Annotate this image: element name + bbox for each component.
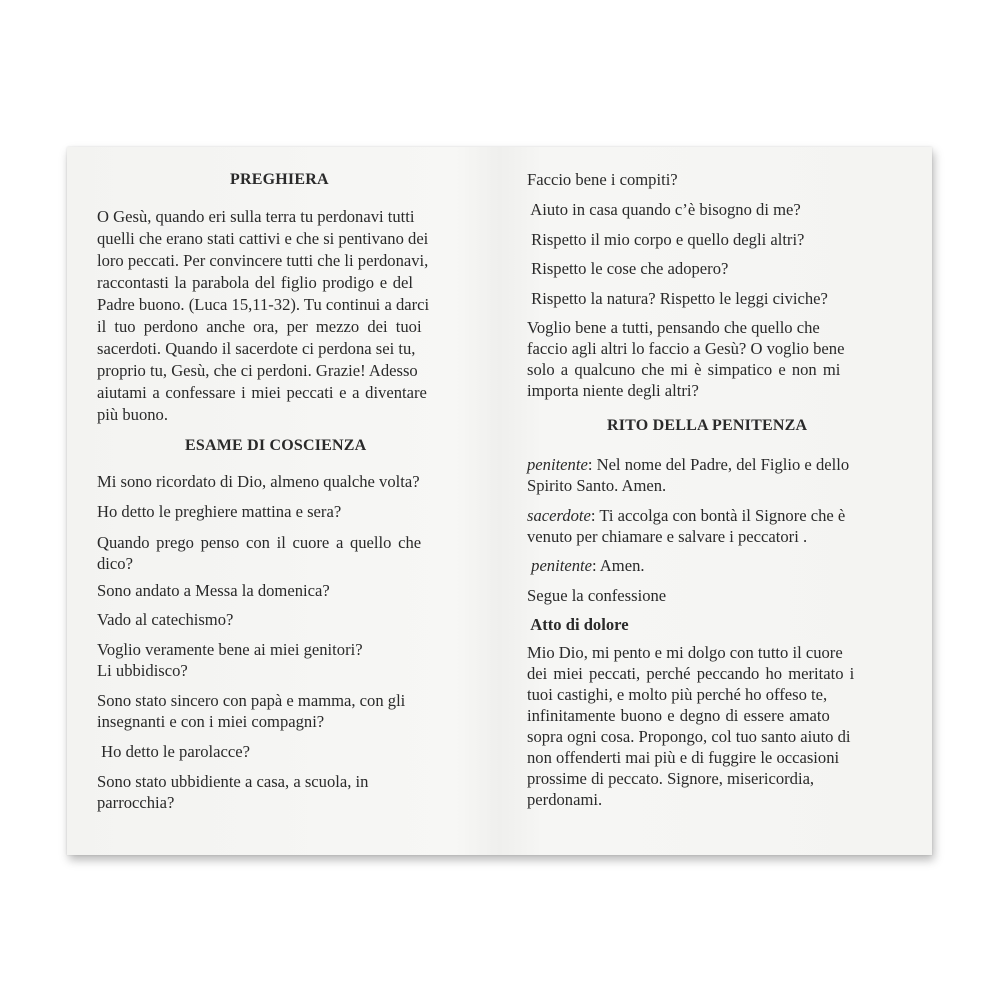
question-item: Sono stato sincero con papà e mamma, con gli: [97, 691, 406, 710]
question-item: dico?: [97, 554, 133, 573]
sacerdote-line-2: venuto per chiamare e salvare i peccatori .: [527, 527, 808, 546]
question-item: Aiuto in casa quando c’è bisogno di me?: [527, 200, 801, 219]
atto-line: prossime di peccato. Signore, misericordia,: [527, 769, 815, 788]
preghiera-line: sacerdoti. Quando il sacerdote ci perdona sei tu,: [97, 339, 416, 358]
sacerdote-text: : Ti accolga con bontà il Signore che è: [590, 506, 846, 525]
preghiera-line: il tuo perdono anche ora, per mezzo dei tuoi: [97, 317, 422, 336]
question-item: Mi sono ricordato di Dio, almeno qualche volta?: [97, 472, 420, 491]
right-page: [527, 147, 917, 855]
preghiera-line: aiutami a confessare i miei peccati e a diventare: [97, 383, 427, 402]
question-item: Rispetto il mio corpo e quello degli altri?: [527, 230, 805, 249]
segue-line: Segue la confessione: [527, 586, 667, 605]
penitente-line-2: Spirito Santo. Amen.: [527, 476, 667, 495]
voglio-line: Voglio bene a tutti, pensando che quello che: [527, 318, 820, 337]
question-item: parrocchia?: [97, 793, 175, 812]
booklet-spread: [67, 147, 932, 855]
rito-heading: RITO DELLA PENITENZA: [607, 417, 808, 434]
question-item: Rispetto la natura? Rispetto le leggi civiche?: [527, 289, 828, 308]
preghiera-line: più buono.: [97, 405, 168, 424]
question-item: Sono stato ubbidiente a casa, a scuola, in: [97, 772, 369, 791]
preghiera-line: loro peccati. Per convincere tutti che li perdonavi,: [97, 251, 429, 270]
penitente-label-2: penitente: [527, 556, 592, 575]
preghiera-line: proprio tu, Gesù, che ci perdoni. Grazie! Adesso: [97, 361, 418, 380]
atto-di-dolore-heading: Atto di dolore: [527, 615, 629, 634]
voglio-line: solo a qualcuno che mi è simpatico e non mi: [527, 360, 841, 379]
question-item: Rispetto le cose che adopero?: [527, 259, 729, 278]
preghiera-heading: PREGHIERA: [230, 171, 329, 188]
atto-line: sopra ogni cosa. Propongo, col tuo santo aiuto di: [527, 727, 851, 746]
preghiera-line: O Gesù, quando eri sulla terra tu perdonavi tutti: [97, 207, 415, 226]
question-item: Ho detto le parolacce?: [97, 742, 250, 761]
penitente-amen-line: [527, 555, 645, 577]
penitente-amen: : Amen.: [591, 556, 645, 575]
preghiera-line: Padre buono. (Luca 15,11-32). Tu continui a darci: [97, 295, 430, 314]
atto-line: Mio Dio, mi pento e mi dolgo con tutto il cuore: [527, 643, 843, 662]
preghiera-line: quelli che erano stati cattivi e che si pentivano dei: [97, 229, 429, 248]
atto-line: dei miei peccati, perché peccando ho meritato i: [527, 664, 855, 683]
question-item: insegnanti e con i miei compagni?: [97, 712, 325, 731]
question-item: Ho detto le preghiere mattina e sera?: [97, 502, 342, 521]
sacerdote-line: [527, 505, 845, 527]
preghiera-line: raccontasti la parabola del figlio prodigo e del: [97, 273, 413, 292]
voglio-line: faccio agli altri lo faccio a Gesù? O voglio bene: [527, 339, 845, 358]
penitente-text: : Nel nome del Padre, del Figlio e dello: [587, 455, 850, 474]
left-page: [97, 147, 512, 855]
question-item: Vado al catechismo?: [97, 610, 234, 629]
esame-heading: ESAME DI COSCIENZA: [185, 437, 367, 454]
penitente-label: penitente: [527, 455, 588, 474]
question-item: Voglio veramente bene ai miei genitori?: [97, 640, 363, 659]
sacerdote-label: sacerdote: [527, 506, 591, 525]
atto-line: perdonami.: [527, 790, 603, 809]
penitente-line: [527, 454, 849, 476]
atto-line: tuoi castighi, e molto più perché ho offeso te,: [527, 685, 828, 704]
atto-line: infinitamente buono e degno di essere amato: [527, 706, 830, 725]
question-item: Li ubbidisco?: [97, 661, 188, 680]
question-item: Faccio bene i compiti?: [527, 170, 678, 189]
atto-line: non offenderti mai più e di fuggire le occasioni: [527, 748, 840, 767]
question-item: Quando prego penso con il cuore a quello che: [97, 533, 422, 552]
question-item: Sono andato a Messa la domenica?: [97, 581, 330, 600]
voglio-line: importa niente degli altri?: [527, 381, 699, 400]
